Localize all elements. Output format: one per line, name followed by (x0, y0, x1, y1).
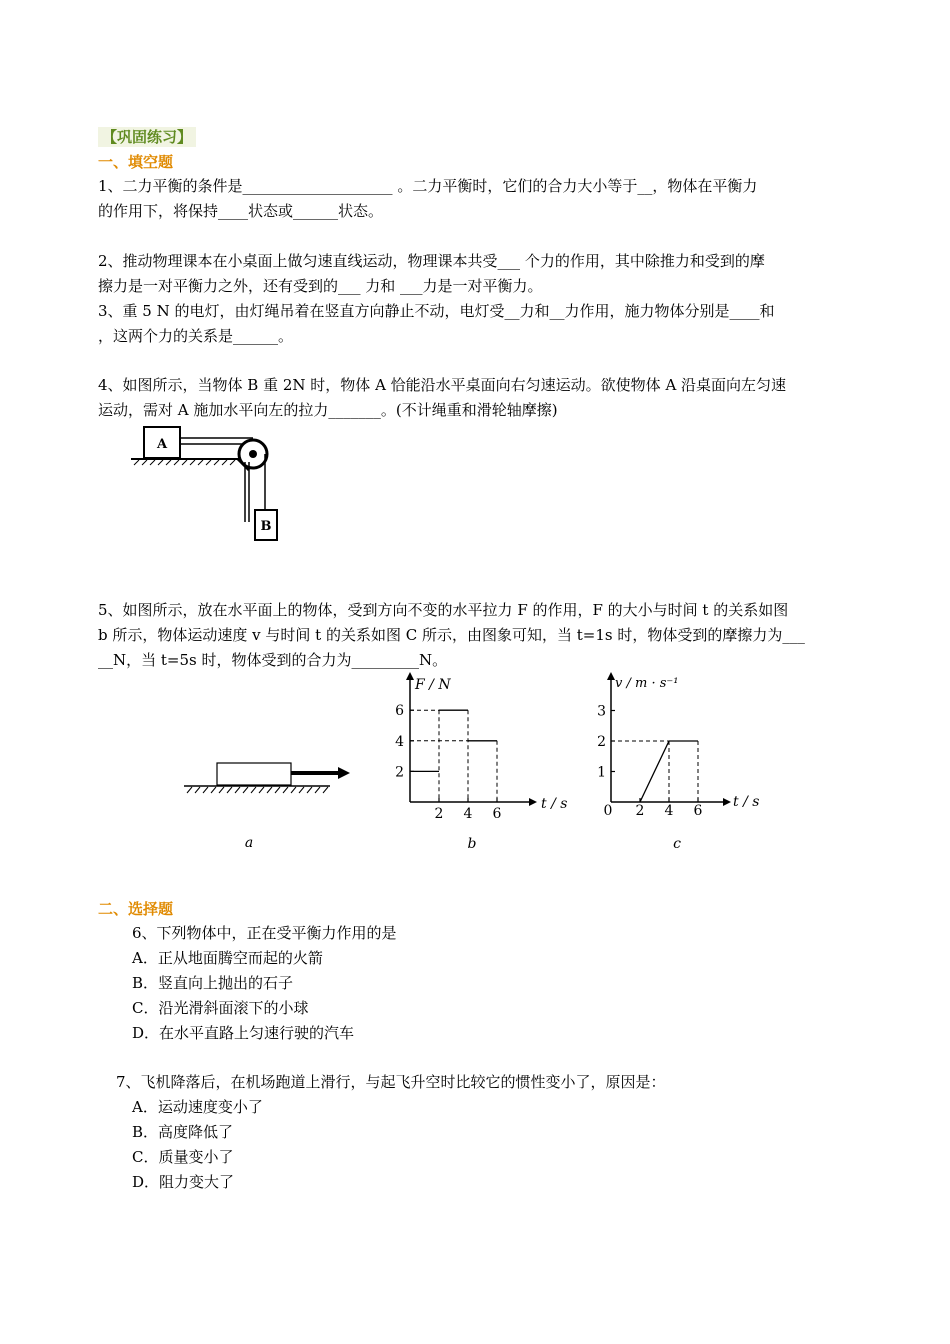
x-tick-label-b-2: 6 (492, 806, 502, 822)
q7-stem: 7、飞机降落后，在机场跑道上滑行，与起飞升空时比较它的惯性变小了，原因是： (116, 1073, 666, 1091)
velocity-segment-0 (640, 741, 669, 802)
velocity-time-chart (595, 668, 785, 860)
v-axis-label: v / m · s⁻¹ (615, 676, 679, 691)
f-axis-label: F / N (415, 677, 451, 693)
q6-option-a[interactable]: A．正从地面腾空而起的火箭 (132, 949, 323, 967)
q6-option-b[interactable]: B．竖直向上抛出的石子 (132, 974, 294, 992)
y-tick-label-b-1: 4 (395, 733, 404, 750)
block-a-label: A (156, 437, 168, 452)
section-badge: 【巩固练习】 (98, 127, 196, 147)
q2-line2: 擦力是一对平衡力之外，还有受到的___ 力和 ___力是一对平衡力。 (98, 277, 543, 295)
q6-stem: 6、下列物体中，正在受平衡力作用的是 (132, 924, 397, 942)
force-arrowhead (338, 767, 350, 779)
figure-b-caption: b (467, 836, 477, 852)
t-axis-label-b: t / s (541, 796, 568, 812)
y-tick-label-c-1: 2 (597, 734, 606, 750)
q6-option-c[interactable]: C．沿光滑斜面滚下的小球 (132, 999, 309, 1017)
pulley-figure (125, 422, 285, 547)
q5-line3: __N，当 t=5s 时，物体受到的合力为_________N。 (98, 651, 448, 669)
figure-c-caption: c (673, 836, 681, 852)
q6-option-d[interactable]: D．在水平直路上匀速行驶的汽车 (132, 1024, 355, 1042)
section-title-fill-blank: 一、填空题 (98, 153, 174, 171)
q3-line2: ，这两个力的关系是______。 (98, 327, 294, 345)
q2-line1: 2、推动物理课本在小桌面上做匀速直线运动，物理课本共受___ 个力的作用，其中除推力和受到的摩 (98, 252, 765, 270)
x-tick-label-b-1: 4 (463, 806, 473, 822)
y-tick-label-c-2: 3 (597, 703, 606, 720)
q5-line2: b 所示，物体运动速度 v 与时间 t 的关系如图 C 所示，由图象可知，当 t=1s 时，物体受到的摩擦力为___ (98, 626, 805, 644)
x-tick-label-c-2: 6 (693, 803, 703, 819)
y-tick-label-c-0: 1 (597, 764, 606, 781)
figure-a-caption: a (244, 835, 254, 851)
y-tick-label-b-0: 2 (395, 764, 404, 781)
q4-line1: 4、如图所示，当物体 B 重 2N 时，物体 A 恰能沿水平桌面向右匀速运动。欲使物体 A 沿桌面向左匀速 (98, 376, 787, 394)
figure-a-block (180, 755, 360, 855)
origin-label: 0 (603, 803, 613, 819)
x-tick-label-b-0: 2 (434, 806, 444, 822)
q4-line2: 运动，需对 A 施加水平向左的拉力_______。(不计绳重和滑轮轴摩擦) (98, 401, 558, 419)
q1-line1: 1、二力平衡的条件是____________________ 。二力平衡时，它们的合力大小等于__，物体在平衡力 (98, 177, 758, 195)
y-tick-label-b-2: 6 (395, 703, 404, 720)
q3-line1: 3、重 5 N 的电灯，由灯绳吊着在竖直方向静止不动，电灯受__力和__力作用，施力物体分别是____和 (98, 302, 775, 320)
force-time-chart (385, 670, 575, 860)
q7-option-d[interactable]: D．阻力变大了 (132, 1173, 235, 1191)
q7-option-c[interactable]: C．质量变小了 (132, 1148, 234, 1166)
block-b-label: B (260, 519, 272, 534)
q1-line2: 的作用下，将保持____状态或______状态。 (98, 202, 384, 220)
q7-option-b[interactable]: B．高度降低了 (132, 1123, 234, 1141)
x-tick-label-c-0: 2 (635, 803, 645, 819)
x-tick-label-c-1: 4 (664, 803, 674, 819)
q5-line1: 5、如图所示，放在水平面上的物体，受到方向不变的水平拉力 F 的作用，F 的大小与时间 t 的关系如图 (98, 601, 789, 619)
section-title-choice: 二、选择题 (98, 900, 174, 918)
object-block (217, 763, 291, 785)
t-axis-label-c: t / s (733, 794, 760, 810)
q7-option-a[interactable]: A．运动速度变小了 (132, 1098, 263, 1116)
